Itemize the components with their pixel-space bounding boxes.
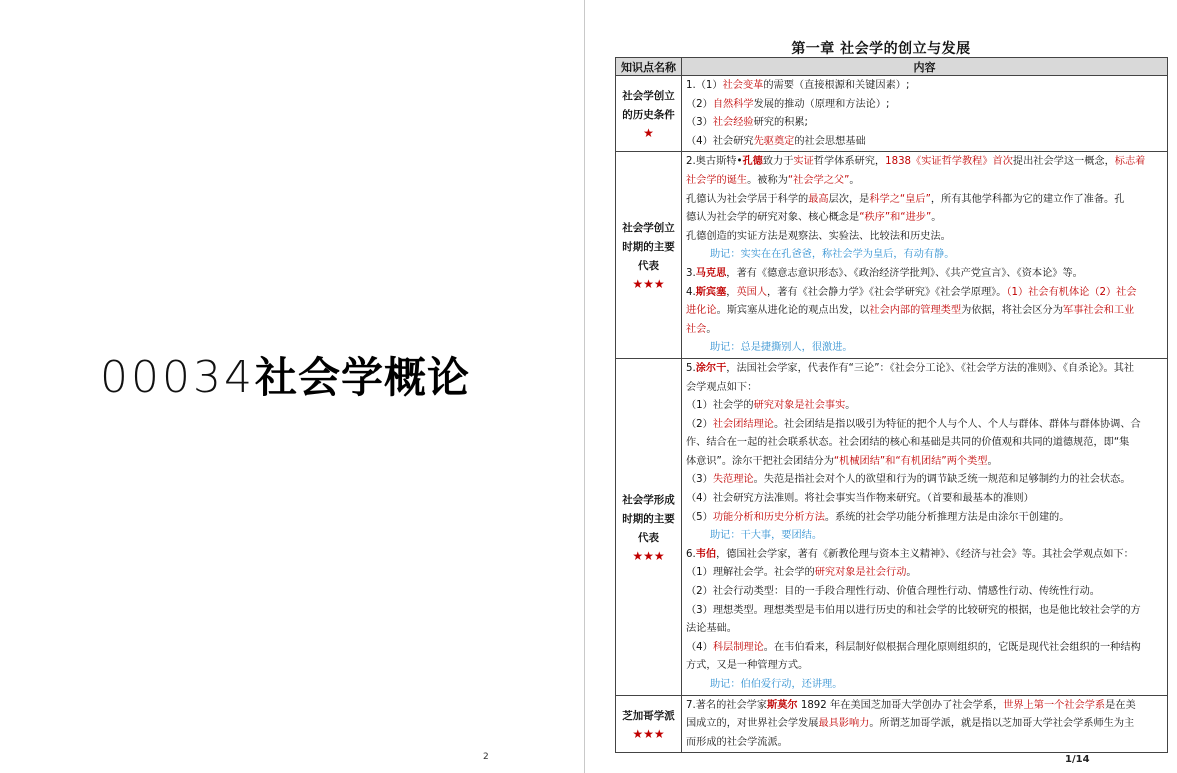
highlighted-text: 社会变革 <box>722 80 764 91</box>
highlighted-text: 失范理论 <box>712 474 754 486</box>
text-segment: 致力于 <box>762 156 794 168</box>
text-segment: 1.（1） <box>686 80 723 91</box>
highlighted-text: 英国人 <box>736 286 768 298</box>
text-segment: 2.奥古斯特• <box>686 156 743 168</box>
text-segment: 。被称为 <box>747 174 788 186</box>
highlighted-text: 自然科学 <box>712 98 754 110</box>
topic-cell <box>616 76 682 151</box>
content-line <box>686 133 1164 152</box>
table-row <box>616 359 1167 696</box>
content-cell <box>682 76 1167 151</box>
content-line <box>686 77 1164 96</box>
text-segment: 的需要（直接根源和关键因素）; <box>763 80 910 91</box>
highlighted-text: 研究对象是社会事实 <box>753 400 846 412</box>
content-line <box>686 302 1164 321</box>
topic-cell <box>616 152 682 358</box>
text-segment: （3） <box>686 474 713 486</box>
topic-name: 社会学创立 <box>622 222 675 235</box>
highlighted-text: 涂尔干 <box>695 362 727 374</box>
mnemonic-text: 助记：伯伯爱行动，还讲理。 <box>710 679 843 690</box>
content-line <box>686 209 1164 228</box>
text-segment: （4）社会研究方法准则。将社会事实当作物来研究。（首要和最基本的准则） <box>686 493 1034 505</box>
content-line <box>686 490 1164 509</box>
text-segment: 。 <box>987 455 998 467</box>
content-line <box>686 471 1164 490</box>
text-segment: 是在美 <box>1105 699 1136 711</box>
cover-title <box>100 352 560 413</box>
topic-cell <box>616 359 682 695</box>
content-line <box>686 228 1164 247</box>
topic-name: 社会学创立 <box>622 90 675 103</box>
content-line <box>686 416 1164 435</box>
header-topic-name: 知识点名称 <box>616 58 682 75</box>
topic-name: 代表 <box>638 260 659 273</box>
text-segment: 。 <box>906 567 917 579</box>
text-segment: （2） <box>686 418 713 430</box>
chapter-title: 第一章 社会学的创立与发展 <box>791 41 971 57</box>
text-segment: 。系统的社会学功能分析推理方法是由涂尔干创建的。 <box>824 511 1070 523</box>
right-page-number: 1/14 <box>1065 754 1090 765</box>
header-content: 内容 <box>913 60 936 74</box>
content-line <box>686 564 1164 583</box>
left-page-number: 2 <box>483 752 489 762</box>
highlighted-text: 斯宾塞 <box>695 286 727 298</box>
content-line <box>686 697 1164 716</box>
left-page <box>0 0 584 773</box>
highlighted-text: 斯莫尔 <box>767 699 798 711</box>
importance-stars-icon: ★★★ <box>632 726 665 741</box>
text-segment: ，法国社会学家，代表作有“三论”：《社会分工论》、《社会学方法的准则》、《自杀论》。其社 <box>726 362 1135 374</box>
highlighted-text: 社会学的诞生 <box>686 174 748 186</box>
text-segment: 。所谓芝加哥学派，就是指以芝加哥大学社会学系师生为主 <box>869 718 1135 730</box>
highlighted-text: 进化论 <box>686 305 717 317</box>
right-page <box>585 0 1177 773</box>
highlighted-text: 实证 <box>793 156 814 168</box>
text-segment: （3） <box>686 117 713 129</box>
content-line <box>686 453 1164 472</box>
content-line <box>686 639 1164 658</box>
text-segment: 。 <box>845 400 856 412</box>
content-line <box>686 620 1164 639</box>
highlighted-text: 世界上第一个社会学系 <box>1003 699 1106 711</box>
topic-name: 时期的主要 <box>622 241 675 254</box>
text-segment: ，所有其他学科都为它的建立作了准备。孔 <box>930 193 1125 205</box>
text-segment: 而形成的社会学流派。 <box>686 736 788 748</box>
highlighted-text: （1）社会有机体论（2）社会 <box>1006 286 1137 298</box>
text-segment: 6. <box>686 548 696 560</box>
highlighted-text: 标志着 <box>1114 156 1146 168</box>
content-line <box>686 509 1164 528</box>
content-line <box>686 602 1164 621</box>
content-line <box>686 379 1164 398</box>
topic-cell <box>616 696 682 753</box>
text-segment: 。在韦伯看来，科层制好似根据合理化原则组织的，它既是现代社会组织的一种结构 <box>763 641 1141 653</box>
highlighted-text: “机械团结”和“有机团结”两个类型 <box>833 455 988 467</box>
content-line <box>686 657 1164 676</box>
content-line <box>686 434 1164 453</box>
text-segment: （2）社会行动类型：目的一手段合理性行动、价值合理性行动、情感性行动、传统性行动。 <box>686 586 1100 598</box>
content-line <box>686 527 1164 546</box>
text-segment: 作、结合在一起的社会联系状态。社会团结的核心和基础是共同的价值观和共同的道德规范，即“集 <box>686 437 1130 449</box>
course-code: 00034 <box>100 352 255 403</box>
text-segment: （3）理想类型。理想类型是韦伯用以进行历史的和社会学的比较研究的根据，也是他比较社会学的方 <box>686 604 1141 616</box>
text-segment: 。 <box>931 212 942 224</box>
topic-name: 时期的主要 <box>622 512 675 525</box>
highlighted-text: 韦伯 <box>695 548 717 560</box>
text-segment: 体意识”。涂尔干把社会团结分为 <box>686 455 834 467</box>
content-line <box>686 734 1164 753</box>
knowledge-table <box>615 57 1168 753</box>
text-segment: （4）社会研究 <box>686 135 754 147</box>
text-segment: ，著有《德意志意识形态》、《政治经济学批判》、《共产党宣言》、《资本论》等。 <box>726 267 1083 279</box>
text-segment: （1）理解社会学。社会学的 <box>686 567 815 579</box>
text-segment: ， <box>726 286 737 298</box>
content-line <box>686 172 1164 191</box>
content-line <box>686 96 1164 115</box>
text-segment: 层次，是 <box>828 193 870 205</box>
content-line <box>686 153 1164 172</box>
table-row <box>616 696 1167 753</box>
content-line <box>686 321 1164 340</box>
content-line <box>686 583 1164 602</box>
highlighted-text: 孔德 <box>742 156 763 168</box>
content-line <box>686 265 1164 284</box>
text-segment: 研究的积累; <box>753 117 808 129</box>
content-line <box>686 360 1164 379</box>
topic-name: 芝加哥学派 <box>622 709 675 722</box>
text-segment: 法论基础。 <box>686 623 737 635</box>
text-segment: 提出社会学这一概念， <box>1012 156 1115 168</box>
content-cell <box>682 696 1167 753</box>
highlighted-text: 先驱奠定 <box>753 135 795 147</box>
topic-name: 的历史条件 <box>622 109 675 122</box>
content-line <box>686 284 1164 303</box>
text-segment: （2） <box>686 98 713 110</box>
mnemonic-text: 助记：实实在在孔爸爸，称社会学为皇后，有动有静。 <box>710 249 955 261</box>
text-segment: （1）社会学的 <box>686 400 754 412</box>
text-segment: 德认为社会学的研究对象、核心概念是 <box>686 212 860 224</box>
course-name: 社会学概论 <box>254 353 470 402</box>
text-segment: 孔德创造的实证方法是观察法、实验法、比较法和历史法。 <box>686 230 951 242</box>
text-segment: 7.著名的社会学家 <box>686 699 768 711</box>
text-segment: 4. <box>686 286 696 298</box>
text-segment: 方式，又是一种管理方式。 <box>686 660 809 672</box>
highlighted-text: 社会经验 <box>712 117 754 129</box>
text-segment: 发展的推动（原理和方法论）; <box>753 98 890 110</box>
highlighted-text: 马克思 <box>695 267 727 279</box>
topic-name: 社会学形成 <box>622 493 675 506</box>
mnemonic-text: 助记：干大事，要团结。 <box>710 530 823 542</box>
highlighted-text: “秩序”和“进步” <box>859 212 932 224</box>
highlighted-text: 1838《实证哲学教程》首次 <box>885 156 1013 168</box>
text-segment: （5） <box>686 511 713 523</box>
content-line <box>686 339 1164 358</box>
content-cell <box>682 359 1167 695</box>
content-line <box>686 397 1164 416</box>
importance-stars-icon: ★★★ <box>632 548 665 563</box>
table-body <box>616 76 1167 752</box>
importance-stars-icon: ★★★ <box>632 277 665 292</box>
highlighted-text: 研究对象是社会行动 <box>814 567 907 579</box>
text-segment: 。社会团结是指以吸引为特征的把个人与个人、个人与群体、群体与群体协调、合 <box>773 418 1141 430</box>
text-segment: ，著有《社会静力学》《社会学研究》《社会学原理》。 <box>767 286 1007 298</box>
highlighted-text: 最具影响力 <box>818 718 870 730</box>
content-cell <box>682 152 1167 358</box>
highlighted-text: 科学之“皇后” <box>869 193 931 205</box>
text-segment: 。斯宾塞从进化论的观点出发，以 <box>716 305 870 317</box>
text-segment: 。 <box>849 174 860 186</box>
content-line <box>686 191 1164 210</box>
table-row <box>616 152 1167 359</box>
content-line <box>686 715 1164 734</box>
table-row <box>616 76 1167 152</box>
highlighted-text: 功能分析和历史分析方法 <box>712 511 825 523</box>
text-segment: 的社会思想基础 <box>794 135 866 147</box>
content-line <box>686 246 1164 265</box>
text-segment: 孔德认为社会学居于科学的 <box>686 193 809 205</box>
text-segment: （4） <box>686 641 713 653</box>
highlighted-text: 社会团结理论 <box>712 418 774 430</box>
content-line <box>686 546 1164 565</box>
highlighted-text: 军事社会和工业 <box>1062 305 1135 317</box>
content-line <box>686 676 1164 695</box>
highlighted-text: 科层制理论 <box>712 641 764 653</box>
text-segment: 1892 年在美国芝加哥大学创办了社会学系， <box>797 699 1004 711</box>
highlighted-text: 最高 <box>808 193 829 205</box>
text-segment: 3. <box>686 267 696 279</box>
table-header <box>616 58 1167 76</box>
content-line <box>686 114 1164 133</box>
highlighted-text: 社会内部的管理类型 <box>869 305 962 317</box>
text-segment: ，德国社会学家，著有《新教伦理与资本主义精神》、《经济与社会》等。其社会学观点如下： <box>716 548 1134 560</box>
highlighted-text: 社会 <box>686 323 707 335</box>
text-segment: 为依据，将社会区分为 <box>961 305 1063 317</box>
text-segment: 会学观点如下： <box>686 381 758 393</box>
importance-stars-icon: ★ <box>643 126 654 141</box>
mnemonic-text: 助记：总是捷撕别人，很激进。 <box>710 342 853 354</box>
highlighted-text: “社会学之父” <box>787 174 850 186</box>
text-segment: 哲学体系研究， <box>813 156 886 168</box>
text-segment: 国成立的，对世界社会学发展 <box>686 718 819 730</box>
topic-name: 代表 <box>638 531 659 544</box>
text-segment: 5. <box>686 362 696 374</box>
text-segment: 。 <box>706 323 717 335</box>
text-segment: 。失范是指社会对个人的欲望和行为的调节缺乏统一规范和足够制约力的社会状态。 <box>753 474 1131 486</box>
